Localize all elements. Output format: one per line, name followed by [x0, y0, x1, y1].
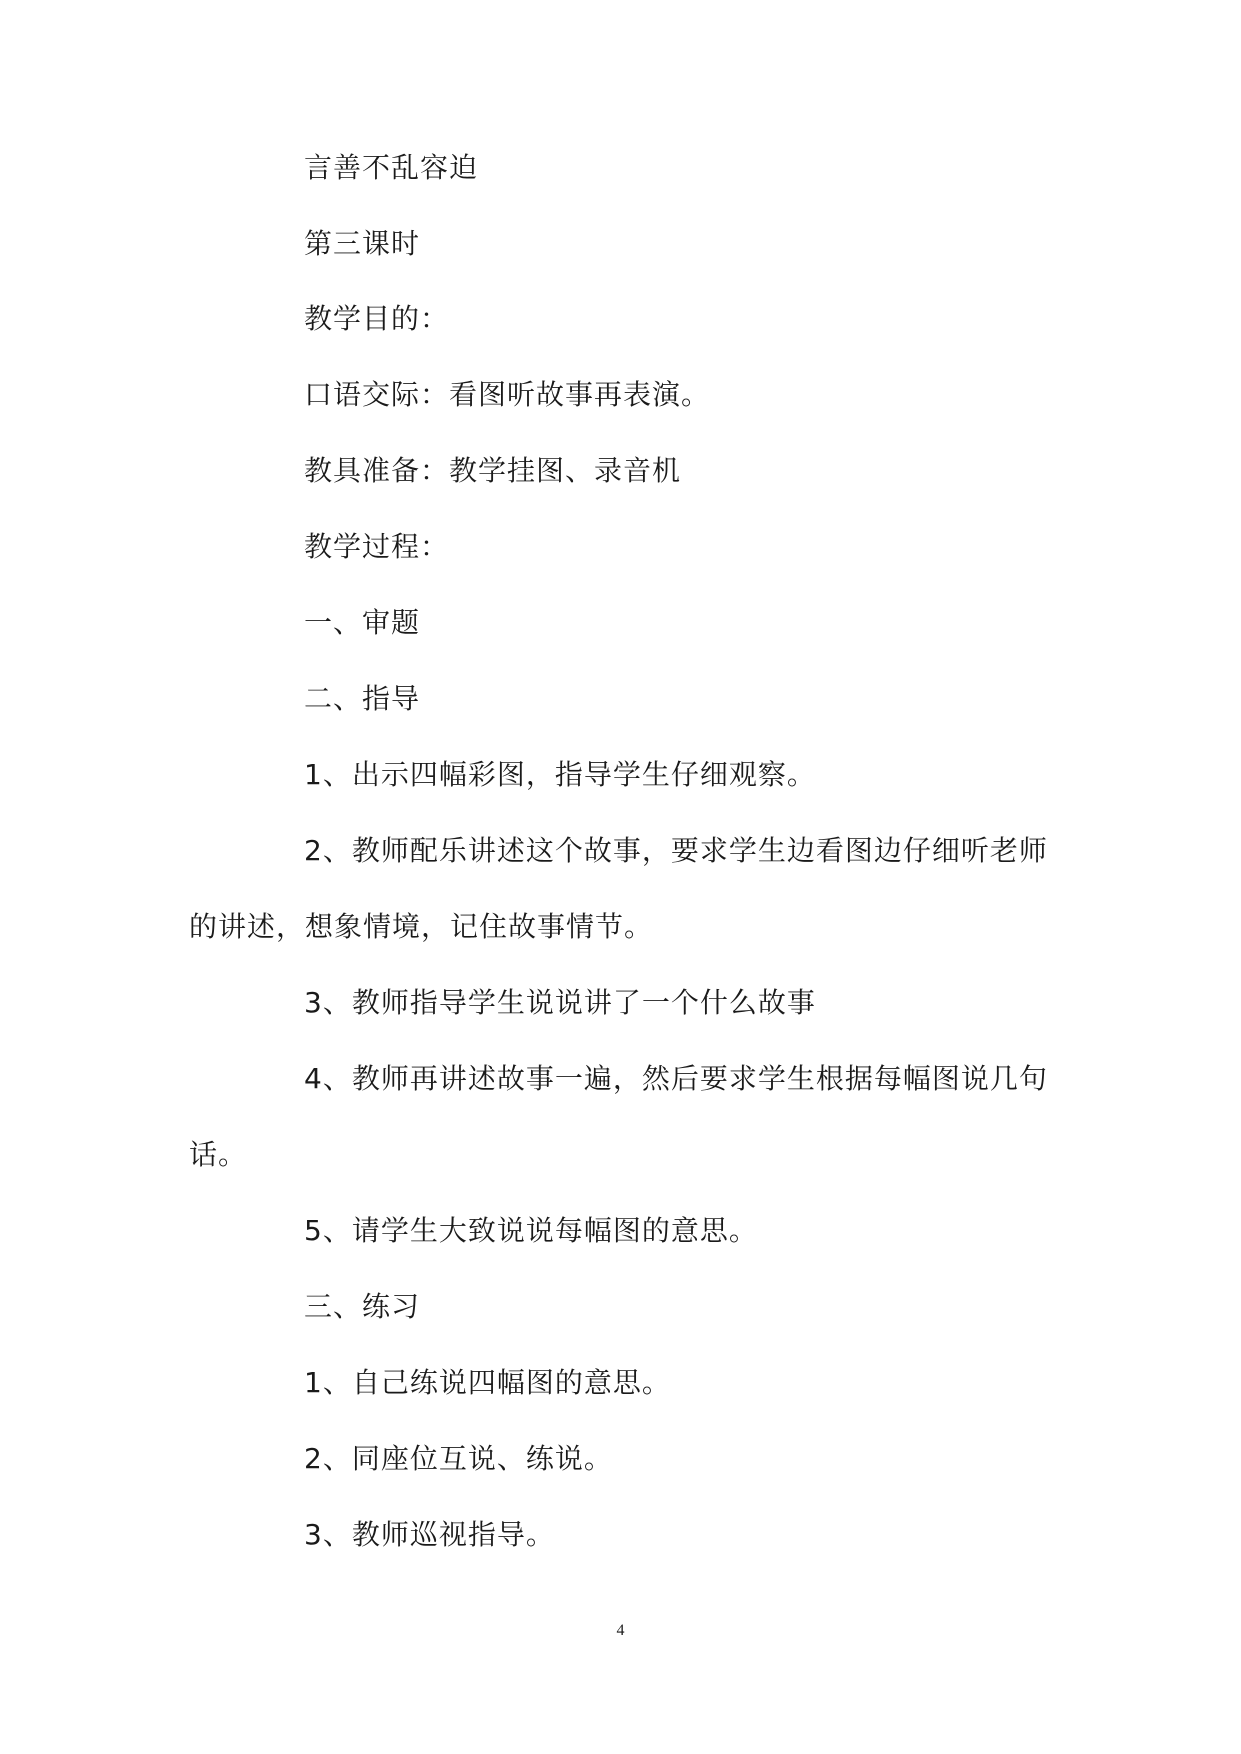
list-item: 2、教师配乐讲述这个故事，要求学生边看图边仔细听老师: [304, 834, 1048, 867]
section-heading: 教学目的：: [304, 302, 450, 335]
list-item-continuation: 的讲述，想象情境，记住故事情节。: [189, 910, 654, 943]
text-line: 口语交际：看图听故事再表演。: [304, 378, 711, 411]
list-item: 4、教师再讲述故事一遍，然后要求学生根据每幅图说几句: [304, 1062, 1048, 1095]
section-heading: 教学过程：: [304, 530, 450, 563]
list-item: 1、出示四幅彩图，指导学生仔细观察。: [304, 758, 816, 791]
page-number: 4: [616, 1622, 625, 1639]
text-line: 教具准备：教学挂图、录音机: [304, 454, 682, 487]
text-line: 言善不乱容迫: [304, 151, 479, 184]
list-item: 3、教师巡视指导。: [304, 1518, 555, 1551]
list-item: 2、同座位互说、练说。: [304, 1442, 613, 1475]
list-item: 5、请学生大致说说每幅图的意思。: [304, 1214, 758, 1247]
section-heading: 三、练习: [304, 1290, 421, 1323]
lesson-period: 第三课时: [304, 227, 421, 260]
list-item-continuation: 话。: [189, 1138, 248, 1171]
section-heading: 二、指导: [304, 682, 421, 715]
list-item: 3、教师指导学生说说讲了一个什么故事: [304, 986, 816, 1019]
section-heading: 一、审题: [304, 606, 421, 639]
list-item: 1、自己练说四幅图的意思。: [304, 1366, 671, 1399]
